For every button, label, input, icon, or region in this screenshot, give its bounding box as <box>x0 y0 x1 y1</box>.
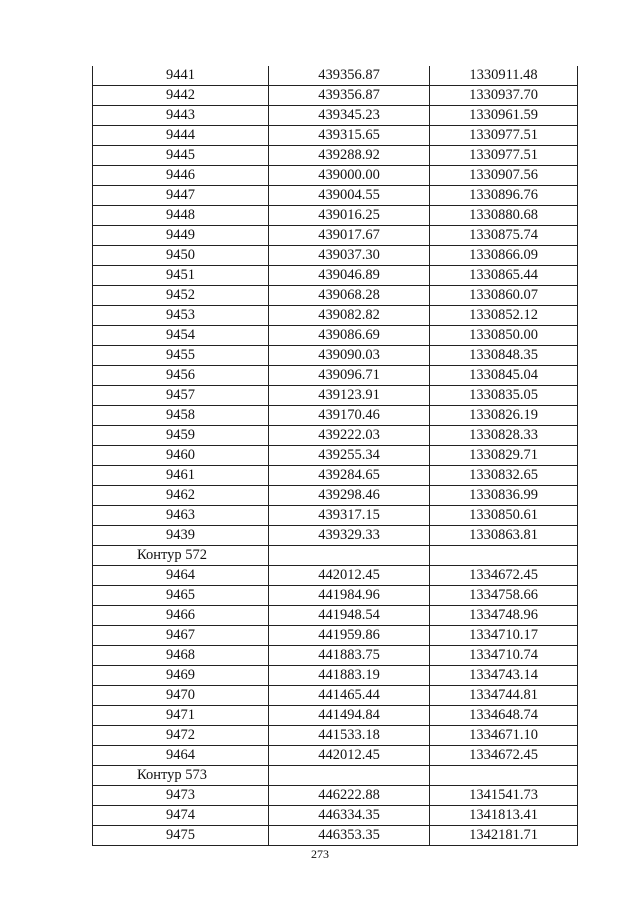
y-coordinate-cell: 1330848.35 <box>430 346 578 366</box>
point-id-cell: 9469 <box>93 666 269 686</box>
y-coordinate-cell: 1330845.04 <box>430 366 578 386</box>
point-id-cell: 9450 <box>93 246 269 266</box>
x-coordinate-cell: 439317.15 <box>269 506 430 526</box>
y-coordinate-cell: 1330977.51 <box>430 126 578 146</box>
y-coordinate-cell: 1330896.76 <box>430 186 578 206</box>
y-coordinate-cell: 1330850.61 <box>430 506 578 526</box>
y-coordinate-cell: 1330852.12 <box>430 306 578 326</box>
empty-cell <box>269 546 430 566</box>
y-coordinate-cell: 1330850.00 <box>430 326 578 346</box>
x-coordinate-cell: 442012.45 <box>269 566 430 586</box>
y-coordinate-cell: 1334743.14 <box>430 666 578 686</box>
y-coordinate-cell: 1330828.33 <box>430 426 578 446</box>
point-id-cell: 9460 <box>93 446 269 466</box>
point-id-cell: 9465 <box>93 586 269 606</box>
y-coordinate-cell: 1330835.05 <box>430 386 578 406</box>
point-id-cell: 9452 <box>93 286 269 306</box>
table-row <box>93 506 578 526</box>
x-coordinate-cell: 439123.91 <box>269 386 430 406</box>
point-id-cell: 9470 <box>93 686 269 706</box>
x-coordinate-cell: 439170.46 <box>269 406 430 426</box>
contour-header-row <box>93 546 578 566</box>
x-coordinate-cell: 439345.23 <box>269 106 430 126</box>
x-coordinate-cell: 439284.65 <box>269 466 430 486</box>
table-row <box>93 346 578 366</box>
point-id-cell: 9468 <box>93 646 269 666</box>
x-coordinate-cell: 439222.03 <box>269 426 430 446</box>
table-row <box>93 826 578 846</box>
x-coordinate-cell: 439068.28 <box>269 286 430 306</box>
point-id-cell: 9462 <box>93 486 269 506</box>
table-row <box>93 646 578 666</box>
x-coordinate-cell: 441883.19 <box>269 666 430 686</box>
point-id-cell: 9439 <box>93 526 269 546</box>
table-row <box>93 706 578 726</box>
x-coordinate-cell: 441465.44 <box>269 686 430 706</box>
x-coordinate-cell: 439315.65 <box>269 126 430 146</box>
table-row <box>93 746 578 766</box>
point-id-cell: 9445 <box>93 146 269 166</box>
table-row <box>93 446 578 466</box>
y-coordinate-cell: 1334758.66 <box>430 586 578 606</box>
y-coordinate-cell: 1334710.17 <box>430 626 578 646</box>
y-coordinate-cell: 1334748.96 <box>430 606 578 626</box>
x-coordinate-cell: 439000.00 <box>269 166 430 186</box>
table-row <box>93 206 578 226</box>
point-id-cell: 9442 <box>93 86 269 106</box>
table-row <box>93 466 578 486</box>
y-coordinate-cell: 1330863.81 <box>430 526 578 546</box>
point-id-cell: 9457 <box>93 386 269 406</box>
y-coordinate-cell: 1330875.74 <box>430 226 578 246</box>
point-id-cell: 9463 <box>93 506 269 526</box>
x-coordinate-cell: 441948.54 <box>269 606 430 626</box>
table-row <box>93 786 578 806</box>
table-row <box>93 726 578 746</box>
table-row <box>93 406 578 426</box>
point-id-cell: 9461 <box>93 466 269 486</box>
y-coordinate-cell: 1330880.68 <box>430 206 578 226</box>
y-coordinate-cell: 1341541.73 <box>430 786 578 806</box>
x-coordinate-cell: 439037.30 <box>269 246 430 266</box>
y-coordinate-cell: 1330826.19 <box>430 406 578 426</box>
x-coordinate-cell: 439046.89 <box>269 266 430 286</box>
y-coordinate-cell: 1334744.81 <box>430 686 578 706</box>
point-id-cell: 9456 <box>93 366 269 386</box>
point-id-cell: 9446 <box>93 166 269 186</box>
point-id-cell: 9464 <box>93 566 269 586</box>
table-row <box>93 586 578 606</box>
point-id-cell: 9443 <box>93 106 269 126</box>
table-row <box>93 626 578 646</box>
point-id-cell: 9471 <box>93 706 269 726</box>
x-coordinate-cell: 441494.84 <box>269 706 430 726</box>
table-row <box>93 186 578 206</box>
point-id-cell: 9459 <box>93 426 269 446</box>
table-row <box>93 126 578 146</box>
y-coordinate-cell: 1330911.48 <box>430 66 578 86</box>
table-row <box>93 326 578 346</box>
empty-cell <box>430 766 578 786</box>
table-row <box>93 386 578 406</box>
table-row <box>93 286 578 306</box>
point-id-cell: 9464 <box>93 746 269 766</box>
empty-cell <box>269 766 430 786</box>
contour-label: Контур 572 <box>93 546 269 566</box>
y-coordinate-cell: 1342181.71 <box>430 826 578 846</box>
x-coordinate-cell: 446222.88 <box>269 786 430 806</box>
table-row <box>93 666 578 686</box>
point-id-cell: 9454 <box>93 326 269 346</box>
x-coordinate-cell: 441883.75 <box>269 646 430 666</box>
y-coordinate-cell: 1334672.45 <box>430 566 578 586</box>
table-row <box>93 486 578 506</box>
x-coordinate-cell: 439096.71 <box>269 366 430 386</box>
x-coordinate-cell: 446334.35 <box>269 806 430 826</box>
x-coordinate-cell: 439329.33 <box>269 526 430 546</box>
x-coordinate-cell: 439288.92 <box>269 146 430 166</box>
x-coordinate-cell: 439255.34 <box>269 446 430 466</box>
table-row <box>93 66 578 86</box>
table-row <box>93 566 578 586</box>
y-coordinate-cell: 1334710.74 <box>430 646 578 666</box>
x-coordinate-cell: 439356.87 <box>269 66 430 86</box>
y-coordinate-cell: 1341813.41 <box>430 806 578 826</box>
table-row <box>93 526 578 546</box>
point-id-cell: 9455 <box>93 346 269 366</box>
table-row <box>93 226 578 246</box>
table-row <box>93 166 578 186</box>
table-row <box>93 606 578 626</box>
x-coordinate-cell: 439004.55 <box>269 186 430 206</box>
point-id-cell: 9451 <box>93 266 269 286</box>
point-id-cell: 9448 <box>93 206 269 226</box>
table-row <box>93 146 578 166</box>
y-coordinate-cell: 1330860.07 <box>430 286 578 306</box>
y-coordinate-cell: 1334671.10 <box>430 726 578 746</box>
point-id-cell: 9444 <box>93 126 269 146</box>
x-coordinate-cell: 446353.35 <box>269 826 430 846</box>
x-coordinate-cell: 439082.82 <box>269 306 430 326</box>
y-coordinate-cell: 1330907.56 <box>430 166 578 186</box>
x-coordinate-cell: 441533.18 <box>269 726 430 746</box>
table-row <box>93 106 578 126</box>
table-row <box>93 266 578 286</box>
x-coordinate-cell: 439090.03 <box>269 346 430 366</box>
point-id-cell: 9472 <box>93 726 269 746</box>
table-row <box>93 426 578 446</box>
y-coordinate-cell: 1330937.70 <box>430 86 578 106</box>
y-coordinate-cell: 1330961.59 <box>430 106 578 126</box>
x-coordinate-cell: 439356.87 <box>269 86 430 106</box>
x-coordinate-cell: 442012.45 <box>269 746 430 766</box>
y-coordinate-cell: 1330977.51 <box>430 146 578 166</box>
y-coordinate-cell: 1330829.71 <box>430 446 578 466</box>
empty-cell <box>430 546 578 566</box>
y-coordinate-cell: 1334672.45 <box>430 746 578 766</box>
x-coordinate-cell: 439298.46 <box>269 486 430 506</box>
y-coordinate-cell: 1330865.44 <box>430 266 578 286</box>
x-coordinate-cell: 441959.86 <box>269 626 430 646</box>
point-id-cell: 9449 <box>93 226 269 246</box>
point-id-cell: 9473 <box>93 786 269 806</box>
page-number: 273 <box>311 847 329 861</box>
y-coordinate-cell: 1334648.74 <box>430 706 578 726</box>
y-coordinate-cell: 1330836.99 <box>430 486 578 506</box>
coordinate-table <box>92 66 578 846</box>
x-coordinate-cell: 439016.25 <box>269 206 430 226</box>
y-coordinate-cell: 1330866.09 <box>430 246 578 266</box>
contour-header-row <box>93 766 578 786</box>
point-id-cell: 9475 <box>93 826 269 846</box>
contour-label: Контур 573 <box>93 766 269 786</box>
table-row <box>93 86 578 106</box>
table-row <box>93 366 578 386</box>
point-id-cell: 9447 <box>93 186 269 206</box>
table-row <box>93 806 578 826</box>
table-row <box>93 306 578 326</box>
y-coordinate-cell: 1330832.65 <box>430 466 578 486</box>
point-id-cell: 9453 <box>93 306 269 326</box>
point-id-cell: 9458 <box>93 406 269 426</box>
point-id-cell: 9441 <box>93 66 269 86</box>
coordinate-table-body <box>93 66 578 846</box>
coordinate-table-container <box>92 66 577 846</box>
x-coordinate-cell: 441984.96 <box>269 586 430 606</box>
table-row <box>93 686 578 706</box>
point-id-cell: 9466 <box>93 606 269 626</box>
point-id-cell: 9474 <box>93 806 269 826</box>
x-coordinate-cell: 439017.67 <box>269 226 430 246</box>
point-id-cell: 9467 <box>93 626 269 646</box>
table-row <box>93 246 578 266</box>
x-coordinate-cell: 439086.69 <box>269 326 430 346</box>
